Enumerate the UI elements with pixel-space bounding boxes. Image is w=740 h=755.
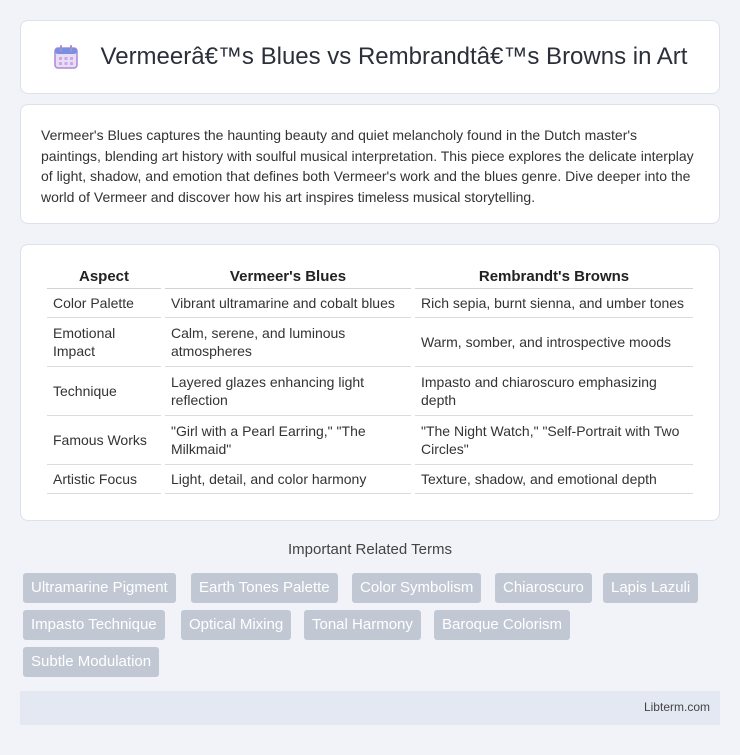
table-row <box>47 367 693 416</box>
table-row <box>47 465 693 494</box>
rembrandt-cell: Impasto and chiaroscuro emphasizing depth <box>415 367 693 416</box>
vermeer-cell: Vibrant ultramarine and cobalt blues <box>165 289 411 318</box>
term-tag-earth-tones-palette[interactable]: Earth Tones Palette <box>191 573 338 603</box>
column-header-aspect: Aspect <box>47 263 161 289</box>
table-row <box>47 289 693 318</box>
rembrandt-cell: Warm, somber, and introspective moods <box>415 318 693 367</box>
footer-site-link[interactable]: Libterm.com <box>643 700 710 714</box>
rembrandt-cell: Rich sepia, burnt sienna, and umber tones <box>415 289 693 318</box>
table-row <box>47 416 693 465</box>
footer <box>20 691 720 725</box>
related-terms-heading: Important Related Terms <box>288 541 452 558</box>
aspect-cell: Emotional Impact <box>47 318 161 367</box>
intro-card <box>20 104 720 224</box>
term-tag-impasto-technique[interactable]: Impasto Technique <box>23 610 165 640</box>
table-row <box>47 318 693 367</box>
vermeer-cell: Layered glazes enhancing light reflection <box>165 367 411 416</box>
intro-text: Vermeer's Blues captures the haunting beauty and quiet melancholy found in the Dutch master's paintings, blending art history with soulful musical interpretation. This piece explores the delicate interplay of light, shadow, and emotion that defines both Vermeer's work and the blues genre. Dive deeper into the world of Vermeer and discover how his art inspires timeless musical storytelling. <box>41 127 694 205</box>
term-tag-subtle-modulation[interactable]: Subtle Modulation <box>23 647 159 677</box>
term-tag-chiaroscuro[interactable]: Chiaroscuro <box>495 573 592 603</box>
page-title: Vermeerâ€™s Blues vs Rembrandtâ€™s Browns in Art <box>100 43 688 70</box>
term-tag-tonal-harmony[interactable]: Tonal Harmony <box>304 610 421 640</box>
vermeer-cell: "Girl with a Pearl Earring," "The Milkmaid" <box>165 416 411 465</box>
comparison-table-card <box>20 244 720 521</box>
rembrandt-cell: "The Night Watch," "Self-Portrait with Two Circles" <box>415 416 693 465</box>
rembrandt-cell: Texture, shadow, and emotional depth <box>415 465 693 494</box>
aspect-cell: Color Palette <box>47 289 161 318</box>
term-tag-ultramarine-pigment[interactable]: Ultramarine Pigment <box>23 573 176 603</box>
term-tag-color-symbolism[interactable]: Color Symbolism <box>352 573 481 603</box>
aspect-cell: Famous Works <box>47 416 161 465</box>
term-tag-baroque-colorism[interactable]: Baroque Colorism <box>434 610 570 640</box>
aspect-cell: Technique <box>47 367 161 416</box>
vermeer-cell: Light, detail, and color harmony <box>165 465 411 494</box>
term-tag-optical-mixing[interactable]: Optical Mixing <box>181 610 291 640</box>
vermeer-cell: Calm, serene, and luminous atmospheres <box>165 318 411 367</box>
column-header-vermeer: Vermeer's Blues <box>165 263 411 289</box>
comparison-table <box>43 263 697 494</box>
calendar-icon <box>53 44 79 70</box>
aspect-cell: Artistic Focus <box>47 465 161 494</box>
title-card <box>20 20 720 94</box>
term-tag-lapis-lazuli[interactable]: Lapis Lazuli <box>603 573 698 603</box>
column-header-rembrandt: Rembrandt's Browns <box>415 263 693 289</box>
